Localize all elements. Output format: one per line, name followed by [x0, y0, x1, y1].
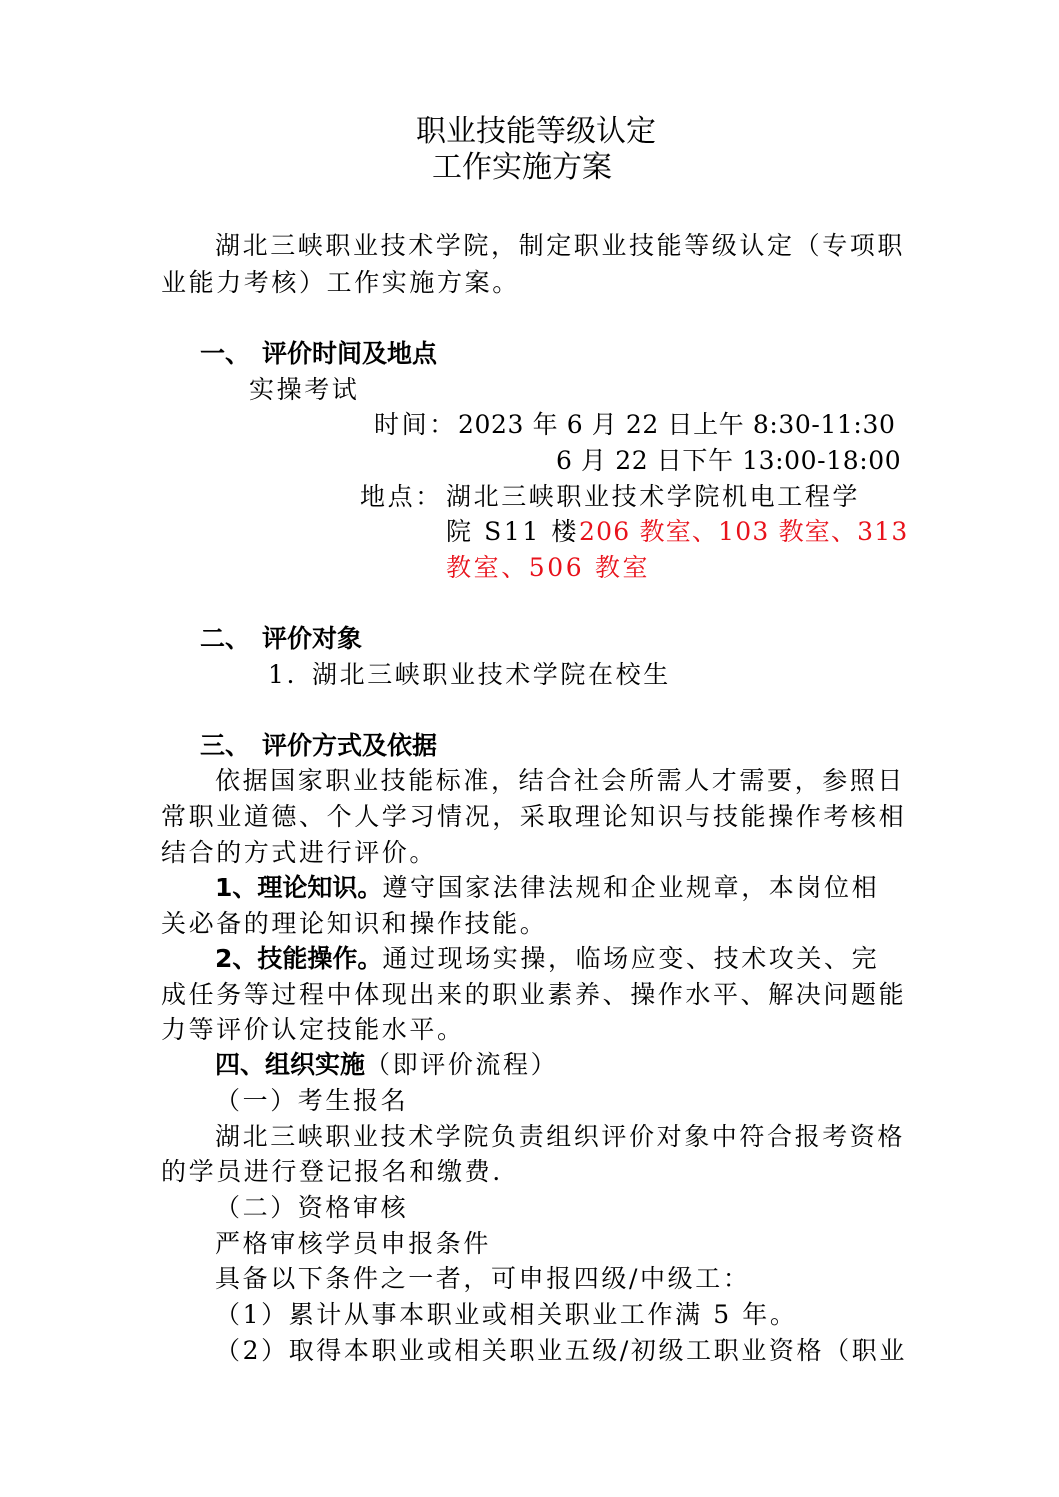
- section1-number: 一、: [200, 339, 251, 368]
- doc-title-line1: 职业技能等级认定: [416, 114, 656, 149]
- section2-title: 评价对象: [262, 624, 363, 653]
- section1-exam-type: 实操考试: [249, 375, 360, 404]
- section1-place-label: 地点：: [360, 482, 443, 511]
- section3-number: 三、: [200, 731, 251, 760]
- section3-skill-label: 2、技能操作。: [215, 944, 383, 973]
- section3-skill-line2: 成任务等过程中体现出来的职业素养、操作水平、解决问题能: [161, 980, 907, 1009]
- section3-para-line1: 依据国家职业技能标准，结合社会所需人才需要，参照日: [215, 766, 906, 795]
- section4-title-note: （即评价流程）: [365, 1050, 559, 1079]
- section4-sub2-title: （二）资格审核: [215, 1193, 409, 1222]
- section1-title: 评价时间及地点: [262, 339, 438, 368]
- section4-sub2-line2: 具备以下条件之一者，可申报四级/中级工：: [215, 1264, 751, 1293]
- section3-skill-line1: [215, 941, 879, 977]
- section4-title-bold: 四、组织实施: [215, 1050, 366, 1079]
- section1-rooms-part2: 教室、506 教室: [446, 553, 651, 582]
- section3-para-line2: 常职业道德、个人学习情况，采取理论知识与技能操作考核相: [161, 802, 907, 831]
- section3-title: 评价方式及依据: [262, 731, 438, 760]
- section3-theory-line1: [215, 870, 879, 906]
- section4-sub1-line2: 的学员进行登记报名和缴费.: [161, 1157, 503, 1186]
- section3-theory-text: 遵守国家法律法规和企业规章，本岗位相: [382, 873, 880, 902]
- section4-cond2: （2）取得本职业或相关职业五级/初级工职业资格（职业: [215, 1336, 907, 1365]
- section3-skill-line3: 力等评价认定技能水平。: [161, 1015, 465, 1044]
- section3-theory-label: 1、理论知识。: [215, 873, 383, 902]
- section3-skill-text: 通过现场实操，临场应变、技术攻关、完: [382, 944, 880, 973]
- section2-item-number: 1.: [268, 660, 298, 689]
- section2-number: 二、: [200, 624, 251, 653]
- section1-time-2: 6 月 22 日下午 13:00-18:00: [556, 446, 902, 475]
- intro-line2: 业能力考核）工作实施方案。: [161, 268, 520, 297]
- section4-sub1-line1: 湖北三峡职业技术学院负责组织评价对象中符合报考资格: [215, 1122, 906, 1151]
- section1-place-building: 院 S11 楼: [446, 517, 580, 546]
- section4-sub2-line1: 严格审核学员申报条件: [215, 1229, 492, 1258]
- section4-cond1: （1）累计从事本职业或相关职业工作满 5 年。: [215, 1300, 798, 1329]
- section3-para-line3: 结合的方式进行评价。: [161, 838, 438, 867]
- intro-line1: 湖北三峡职业技术学院，制定职业技能等级认定（专项职: [215, 231, 906, 260]
- section3-theory-line2: 关必备的理论知识和操作技能。: [161, 909, 548, 938]
- section4-sub1-title: （一）考生报名: [215, 1086, 409, 1115]
- section1-time-label: 时间：: [374, 410, 457, 439]
- section2-item-text: 湖北三峡职业技术学院在校生: [312, 660, 671, 689]
- section1-rooms-part1: 206 教室、103 教室、313: [579, 517, 909, 546]
- section1-time-1: 2023 年 6 月 22 日上午 8:30-11:30: [458, 410, 896, 439]
- doc-title-line2: 工作实施方案: [432, 150, 612, 185]
- section4-title: [215, 1047, 558, 1083]
- section1-place-line2: [446, 514, 909, 550]
- section1-place-line1: 湖北三峡职业技术学院机电工程学: [446, 482, 861, 511]
